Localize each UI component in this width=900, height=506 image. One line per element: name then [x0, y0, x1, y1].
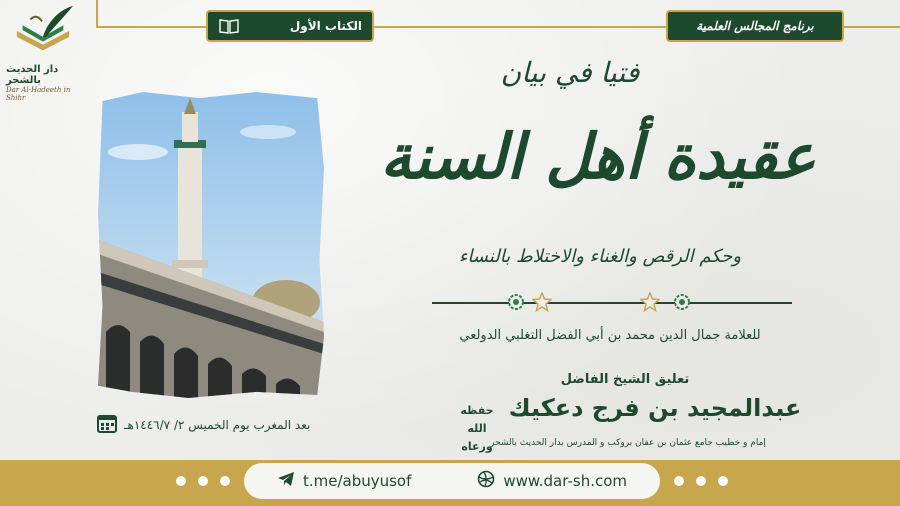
logo-english-text: Dar Al-Hadeeth in Shihr: [6, 86, 71, 102]
frame-line: [96, 26, 206, 28]
commentary-label: تعليق الشيخ الفاضل: [560, 372, 690, 387]
sheikh-role: إمام و خطيب جامع عثمان بن عفان بروكب و المدرس بدار الحديث بالشحر: [490, 438, 766, 448]
star-ornament-icon: [532, 292, 552, 312]
mosque-photo: [98, 92, 324, 398]
divider-line: [432, 302, 792, 304]
telegram-text: t.me/abuyusof: [302, 472, 412, 490]
frame-line: [844, 26, 900, 28]
website-text: www.dar-sh.com: [503, 472, 627, 490]
title-big: عقيدة أهل السنة: [380, 120, 816, 193]
footer-dot: [176, 476, 186, 486]
program-badge: [666, 10, 844, 42]
footer-dot: [674, 476, 684, 486]
telegram-icon: [277, 471, 295, 491]
book-badge: [206, 10, 374, 42]
globe-icon: [477, 470, 495, 492]
book-icon: [218, 17, 240, 35]
footer-links: [244, 463, 660, 499]
footer-dot: [718, 476, 728, 486]
footer-dot: [696, 476, 706, 486]
schedule-row: [96, 412, 310, 438]
sheikh-name: عبدالمجيد بن فرج دعكيك: [508, 394, 802, 422]
footer-dot: [220, 476, 230, 486]
honorific-line-2: ورعاه: [461, 440, 493, 453]
calendar-icon: [96, 412, 118, 438]
title-small: فتيا في بيان: [500, 56, 640, 89]
schedule-text: بعد المغرب يوم الخميس ٢/ ١٤٤٦/٧هـ: [124, 418, 311, 432]
website-link[interactable]: [477, 470, 627, 492]
program-label: برنامج المجالس العلمية: [696, 19, 814, 33]
honorific-line-1: حفظه الله: [460, 404, 494, 435]
author-text: للعلامة جمال الدين محمد بن أبي الفضل التغلبي الدولعي: [459, 328, 761, 343]
telegram-link[interactable]: [277, 471, 411, 491]
book-label: الكتاب الأول: [289, 19, 362, 33]
frame-line: [96, 0, 98, 28]
subtitle: وحكم الرقص والغناء والاختلاط بالنساء: [458, 246, 742, 267]
gear-ornament-icon: [506, 292, 526, 312]
logo: [6, 2, 80, 102]
frame-line: [374, 26, 666, 28]
footer-dot: [198, 476, 208, 486]
star-ornament-icon: [640, 292, 660, 312]
gear-ornament-icon: [672, 292, 692, 312]
logo-arabic-text: دار الحديث بالشحر: [6, 64, 59, 86]
mosque-illustration: [98, 92, 324, 398]
book-quill-logo-icon: [8, 2, 78, 62]
